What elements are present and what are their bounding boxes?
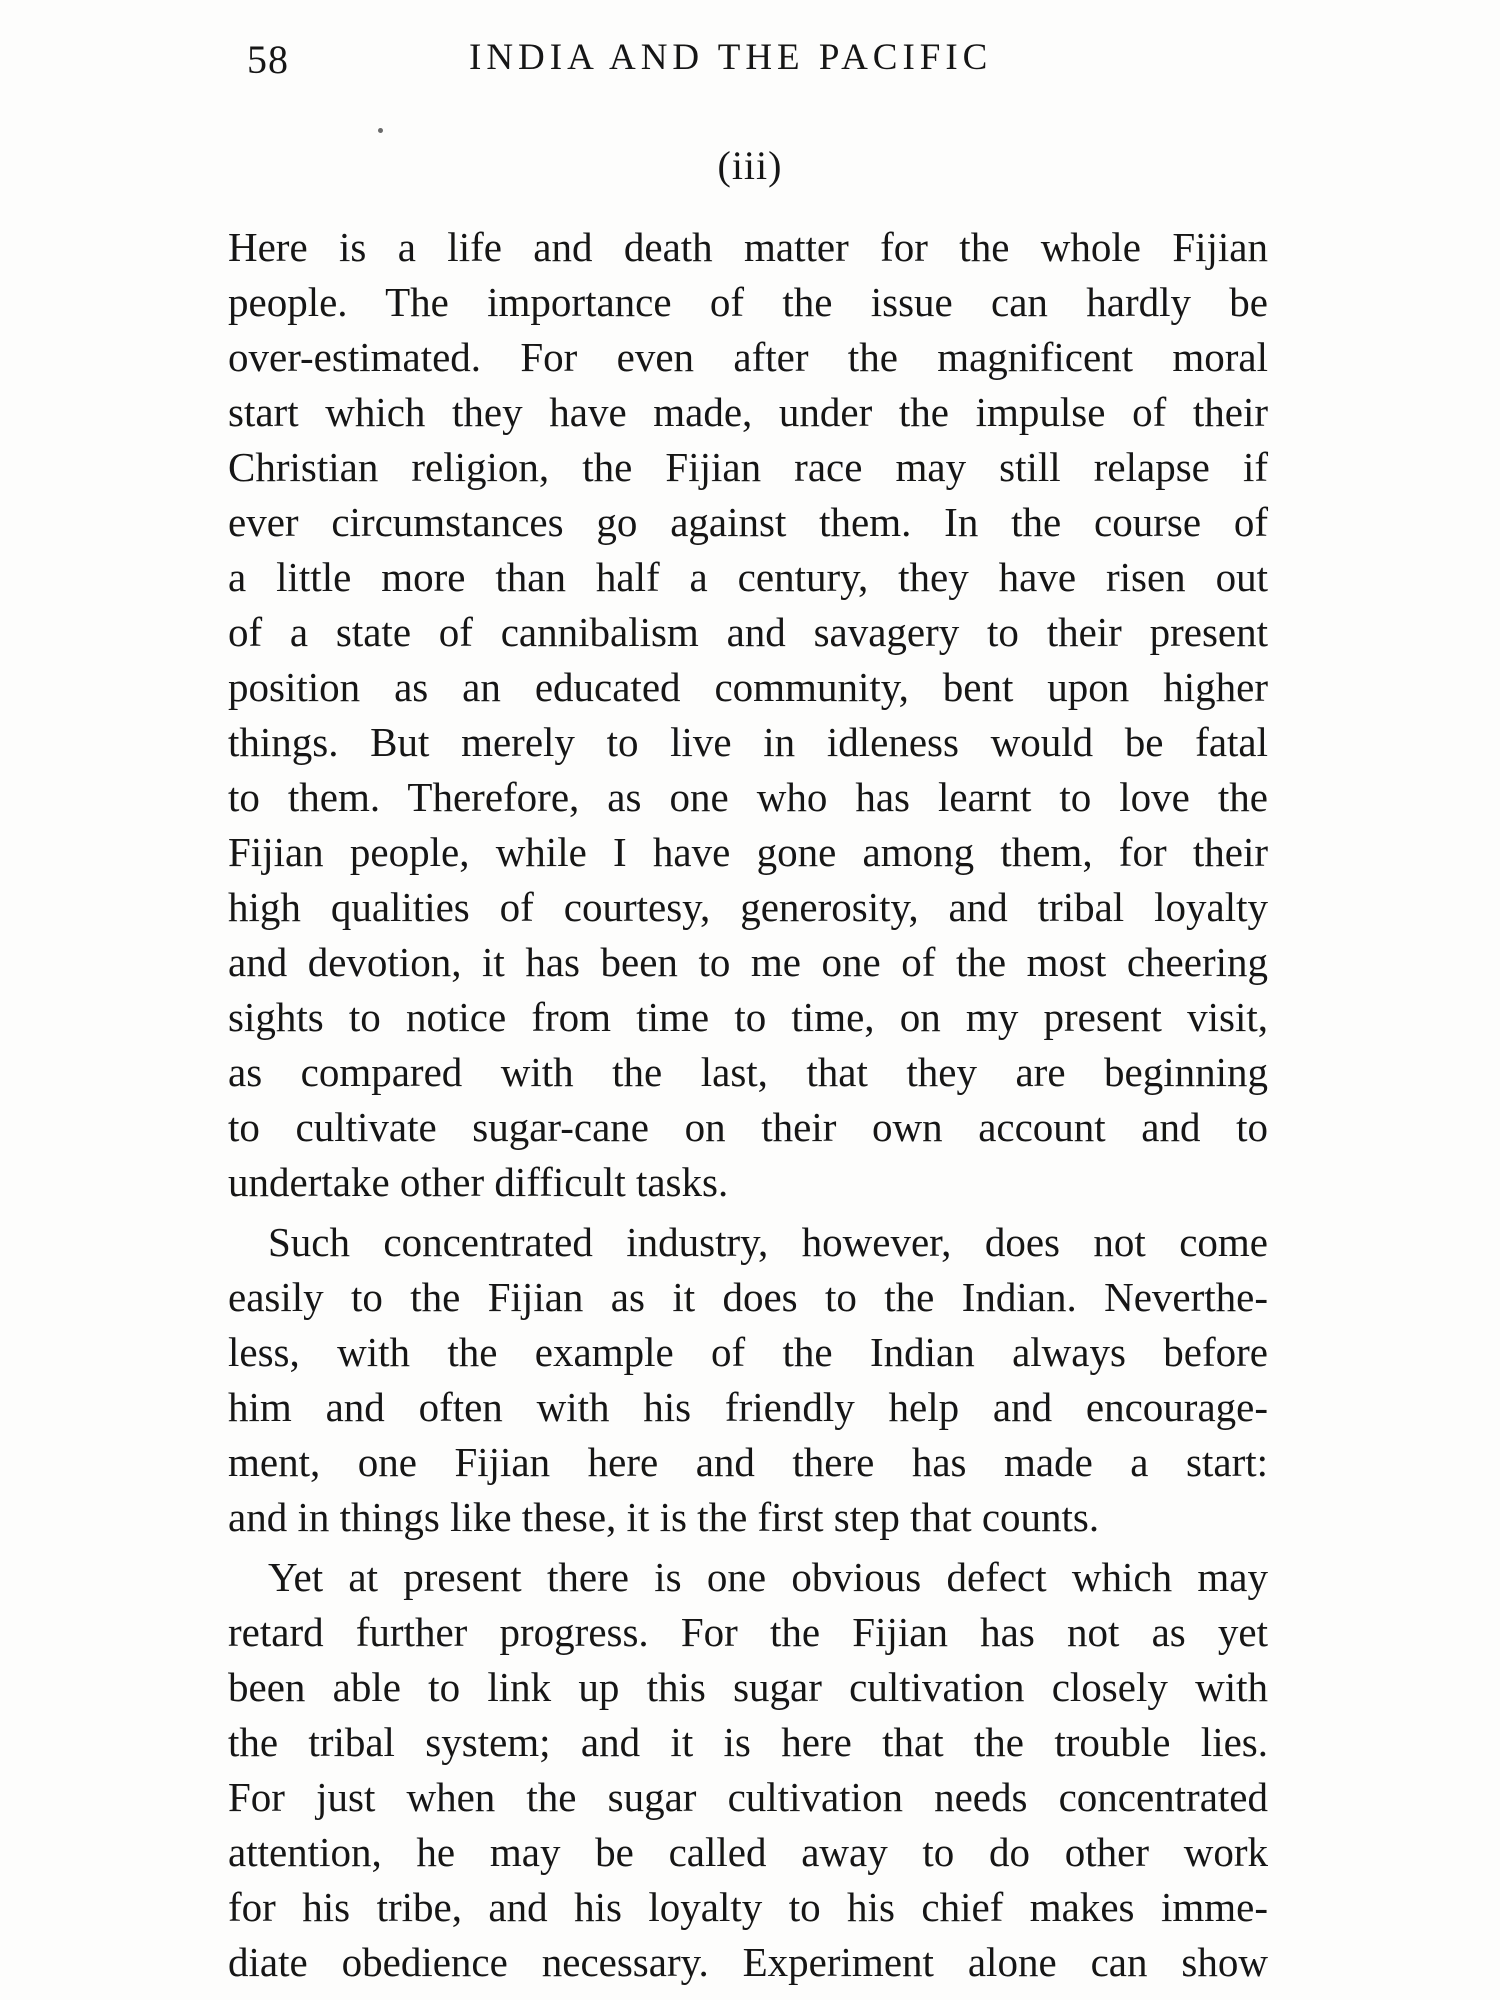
text-line: Yet at present there is one obvious defect which may xyxy=(268,1554,1268,1600)
section-number: (iii) xyxy=(717,143,783,188)
paragraph-3 xyxy=(228,1550,1268,1990)
running-head xyxy=(235,30,1275,90)
page-number: 58 xyxy=(247,37,289,82)
text-line: him and often with his friendly help and encourage- xyxy=(228,1384,1268,1430)
text-line: undertake other difficult tasks. xyxy=(228,1159,729,1205)
text-line: attention, he may be called away to do other work xyxy=(228,1829,1268,1875)
text-line: over-estimated. For even after the magnificent moral xyxy=(228,334,1268,380)
text-line: high qualities of courtesy, generosity, and tribal loyalty xyxy=(228,884,1268,930)
text-line: retard further progress. For the Fijian has not as yet xyxy=(228,1609,1268,1655)
text-line: Here is a life and death matter for the whole Fijian xyxy=(228,224,1268,270)
text-line: Christian religion, the Fijian race may still relapse if xyxy=(228,444,1268,490)
text-line: easily to the Fijian as it does to the Indian. Neverthe- xyxy=(228,1274,1268,1320)
text-line: Such concentrated industry, however, does not come xyxy=(268,1219,1268,1265)
text-line: things. But merely to live in idleness would be fatal xyxy=(228,719,1268,765)
text-line: ment, one Fijian here and there has made a start: xyxy=(228,1439,1268,1485)
paragraph-1 xyxy=(228,220,1268,1210)
text-line: start which they have made, under the impulse of their xyxy=(228,389,1268,435)
text-line: and in things like these, it is the first step that counts. xyxy=(228,1494,1100,1540)
text-line: Fijian people, while I have gone among them, for their xyxy=(228,829,1268,875)
text-line: people. The importance of the issue can hardly be xyxy=(228,279,1268,325)
text-line: for his tribe, and his loyalty to his chief makes imme- xyxy=(228,1884,1268,1930)
text-line: been able to link up this sugar cultivation closely with xyxy=(228,1664,1268,1710)
text-line: of a state of cannibalism and savagery to their present xyxy=(228,609,1268,655)
text-line: diate obedience necessary. Experiment alone can show xyxy=(228,1939,1268,1985)
text-line: ever circumstances go against them. In the course of xyxy=(228,499,1268,545)
text-line: to them. Therefore, as one who has learnt to love the xyxy=(228,774,1268,820)
print-speck xyxy=(378,128,383,133)
text-line: a little more than half a century, they have risen out xyxy=(228,554,1268,600)
body-text xyxy=(228,220,1268,1990)
text-line: to cultivate sugar-cane on their own account and to xyxy=(228,1104,1268,1150)
running-title: INDIA AND THE PACIFIC xyxy=(469,37,993,78)
text-line: as compared with the last, that they are beginning xyxy=(228,1049,1268,1095)
text-line: and devotion, it has been to me one of the most cheering xyxy=(228,939,1268,985)
text-line: sights to notice from time to time, on my present visit, xyxy=(228,994,1268,1040)
text-line: position as an educated community, bent upon higher xyxy=(228,664,1268,710)
text-line: less, with the example of the Indian always before xyxy=(228,1329,1268,1375)
text-line: For just when the sugar cultivation needs concentrated xyxy=(228,1774,1268,1820)
paragraph-2 xyxy=(228,1215,1268,1545)
text-line: the tribal system; and it is here that the trouble lies. xyxy=(228,1719,1268,1765)
